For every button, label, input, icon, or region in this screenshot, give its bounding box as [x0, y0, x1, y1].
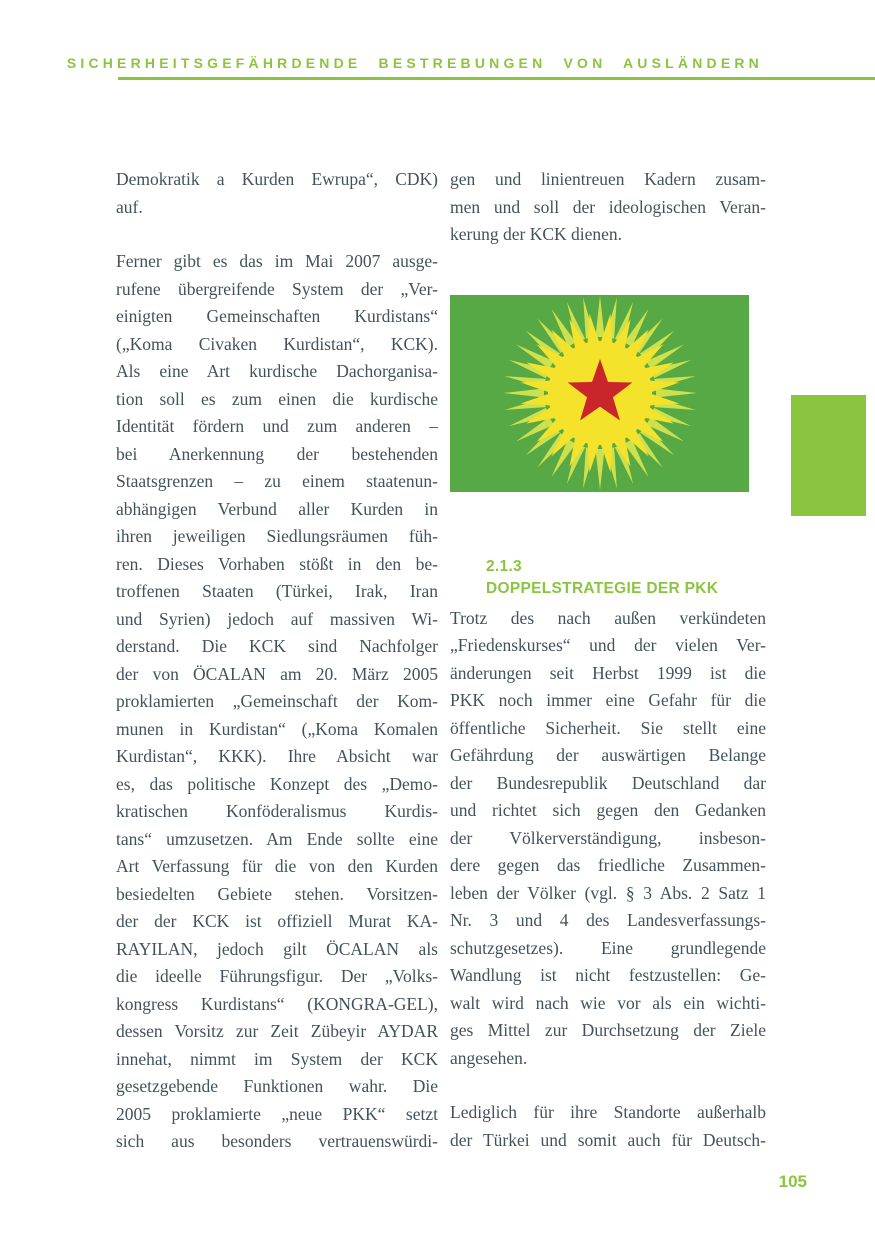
- text-line: der Türkei und somit auch für Deutsch-: [450, 1129, 766, 1150]
- text-line: besiedelten Gebiete stehen. Vorsitzen-: [116, 883, 438, 904]
- text-line: Demokratik a Kurden Ewrupa“, CDK): [116, 169, 438, 189]
- paragraph: [450, 1099, 766, 1154]
- text-line: walt wird nach wie vor als ein wichti-: [450, 992, 766, 1013]
- text-line: schutzgesetzes). Eine grundlegende: [450, 937, 766, 958]
- text-line: und richtet sich gegen den Gedanken: [450, 800, 766, 820]
- text-line: Nr. 3 und 4 des Landesverfassungs-: [450, 910, 766, 930]
- text-line: öffentliche Sicherheit. Sie stellt eine: [450, 717, 766, 738]
- text-line: 2005 proklamierte „neue PKK“ setzt: [116, 1103, 438, 1124]
- text-line: leben der Völker (vgl. § 3 Abs. 2 Satz 1: [450, 882, 766, 903]
- text-line: sich aus besonders vertrauenswürdi-: [116, 1131, 438, 1151]
- text-line: ihren jeweiligen Siedlungsräumen füh-: [116, 526, 438, 546]
- paragraph: [116, 248, 438, 1156]
- left-column: [116, 166, 438, 1156]
- text-line: der von ÖCALAN am 20. März 2005: [116, 663, 438, 684]
- text-line: innehat, nimmt im System der KCK: [116, 1048, 438, 1069]
- text-line: es, das politische Konzept des „Demo-: [116, 773, 438, 794]
- section-title: DOPPELSTRATEGIE DER PKK: [486, 579, 719, 597]
- text-line: einigten Gemeinschaften Kurdistans“: [116, 306, 438, 326]
- paragraph: [450, 605, 766, 1073]
- text-line: Art Verfassung für die von den Kurden: [116, 856, 438, 876]
- text-line: kratischen Konföderalismus Kurdis-: [116, 801, 438, 821]
- text-line: ren. Dieses Vorhaben stößt in den be-: [116, 553, 438, 574]
- text-line: Lediglich für ihre Standorte außerhalb: [450, 1102, 766, 1122]
- text-line: bei Anerkennung der bestehenden: [116, 443, 438, 464]
- text-line: RAYILAN, jedoch gilt ÖCALAN als: [116, 938, 438, 959]
- text-line: gesetzgebende Funktionen wahr. Die: [116, 1076, 438, 1096]
- right-column: [450, 166, 766, 1154]
- text-line: Identität fördern und zum anderen –: [116, 416, 438, 436]
- text-line: proklamierten „Gemeinschaft der Kom-: [116, 691, 438, 711]
- text-line: Ferner gibt es das im Mai 2007 ausge-: [116, 251, 438, 271]
- text-line: der der KCK ist offiziell Murat KA-: [116, 911, 438, 931]
- text-line: PKK noch immer eine Gefahr für die: [450, 690, 766, 710]
- right-column-top: [450, 166, 766, 249]
- page-number: 105: [778, 1172, 807, 1191]
- paragraph: [116, 166, 438, 221]
- text-line: kongress Kurdistans“ (KONGRA-GEL),: [116, 993, 438, 1014]
- text-line: dere gegen das friedliche Zusammen-: [450, 855, 766, 875]
- text-line: Als eine Art kurdische Dachorganisa-: [116, 361, 438, 381]
- text-line: angesehen.: [450, 1047, 528, 1068]
- text-line: änderungen seit Herbst 1999 ist die: [450, 662, 766, 683]
- text-line: („Koma Civaken Kurdistan“, KCK).: [116, 333, 438, 354]
- text-line: der Bundesrepublik Deutschland dar: [450, 772, 766, 793]
- text-line: Wandlung ist nicht festzustellen: Ge-: [450, 965, 766, 985]
- text-line: derstand. Die KCK sind Nachfolger: [116, 636, 438, 656]
- text-line: men und soll der ideologischen Veran-: [450, 196, 766, 217]
- text-line: dessen Vorsitz zur Zeit Zübeyir AYDAR: [116, 1021, 438, 1041]
- text-line: ges Mittel zur Durchsetzung der Ziele: [450, 1020, 766, 1040]
- text-line: abhängigen Verbund aller Kurden in: [116, 498, 438, 519]
- text-line: Gefährdung der auswärtigen Belange: [450, 745, 766, 765]
- page-header-title: SICHERHEITSGEFÄHRDENDE BESTREBUNGEN VON AUSLÄNDERN: [66, 55, 763, 71]
- text-line: auf.: [116, 196, 143, 217]
- right-column-bottom: [450, 605, 766, 1155]
- text-line: der Völkerverständigung, insbeson-: [450, 827, 766, 848]
- header-rule: [118, 77, 875, 80]
- text-line: „Friedenskurses“ und der vielen Ver-: [450, 635, 766, 655]
- text-line: kerung der KCK dienen.: [450, 224, 623, 244]
- section-heading: [486, 556, 766, 600]
- text-line: und Syrien) jedoch auf massiven Wi-: [116, 608, 438, 629]
- text-line: die ideelle Führungsfigur. Der „Volks-: [116, 966, 438, 986]
- text-line: rufene übergreifende System der „Ver-: [116, 278, 438, 299]
- paragraph: [450, 166, 766, 249]
- text-line: gen und linientreuen Kadern zusam-: [450, 169, 766, 189]
- text-line: tion soll es zum einen die kurdische: [116, 388, 438, 409]
- text-line: Kurdistan“, KKK). Ihre Absicht war: [116, 746, 438, 766]
- text-line: Trotz des nach außen verkündeten: [450, 607, 766, 628]
- text-line: munen in Kurdistan“ („Koma Komalen: [116, 718, 438, 739]
- text-line: tans“ umzusetzen. Am Ende sollte eine: [116, 828, 438, 849]
- section-number: 2.1.3: [486, 557, 522, 575]
- kck-flag-svg: [450, 295, 749, 492]
- kck-flag-image: [450, 295, 749, 492]
- text-line: troffenen Staaten (Türkei, Irak, Iran: [116, 581, 438, 601]
- chapter-side-tab: [791, 395, 866, 516]
- text-line: Staatsgrenzen – zu einem staatenun-: [116, 471, 438, 491]
